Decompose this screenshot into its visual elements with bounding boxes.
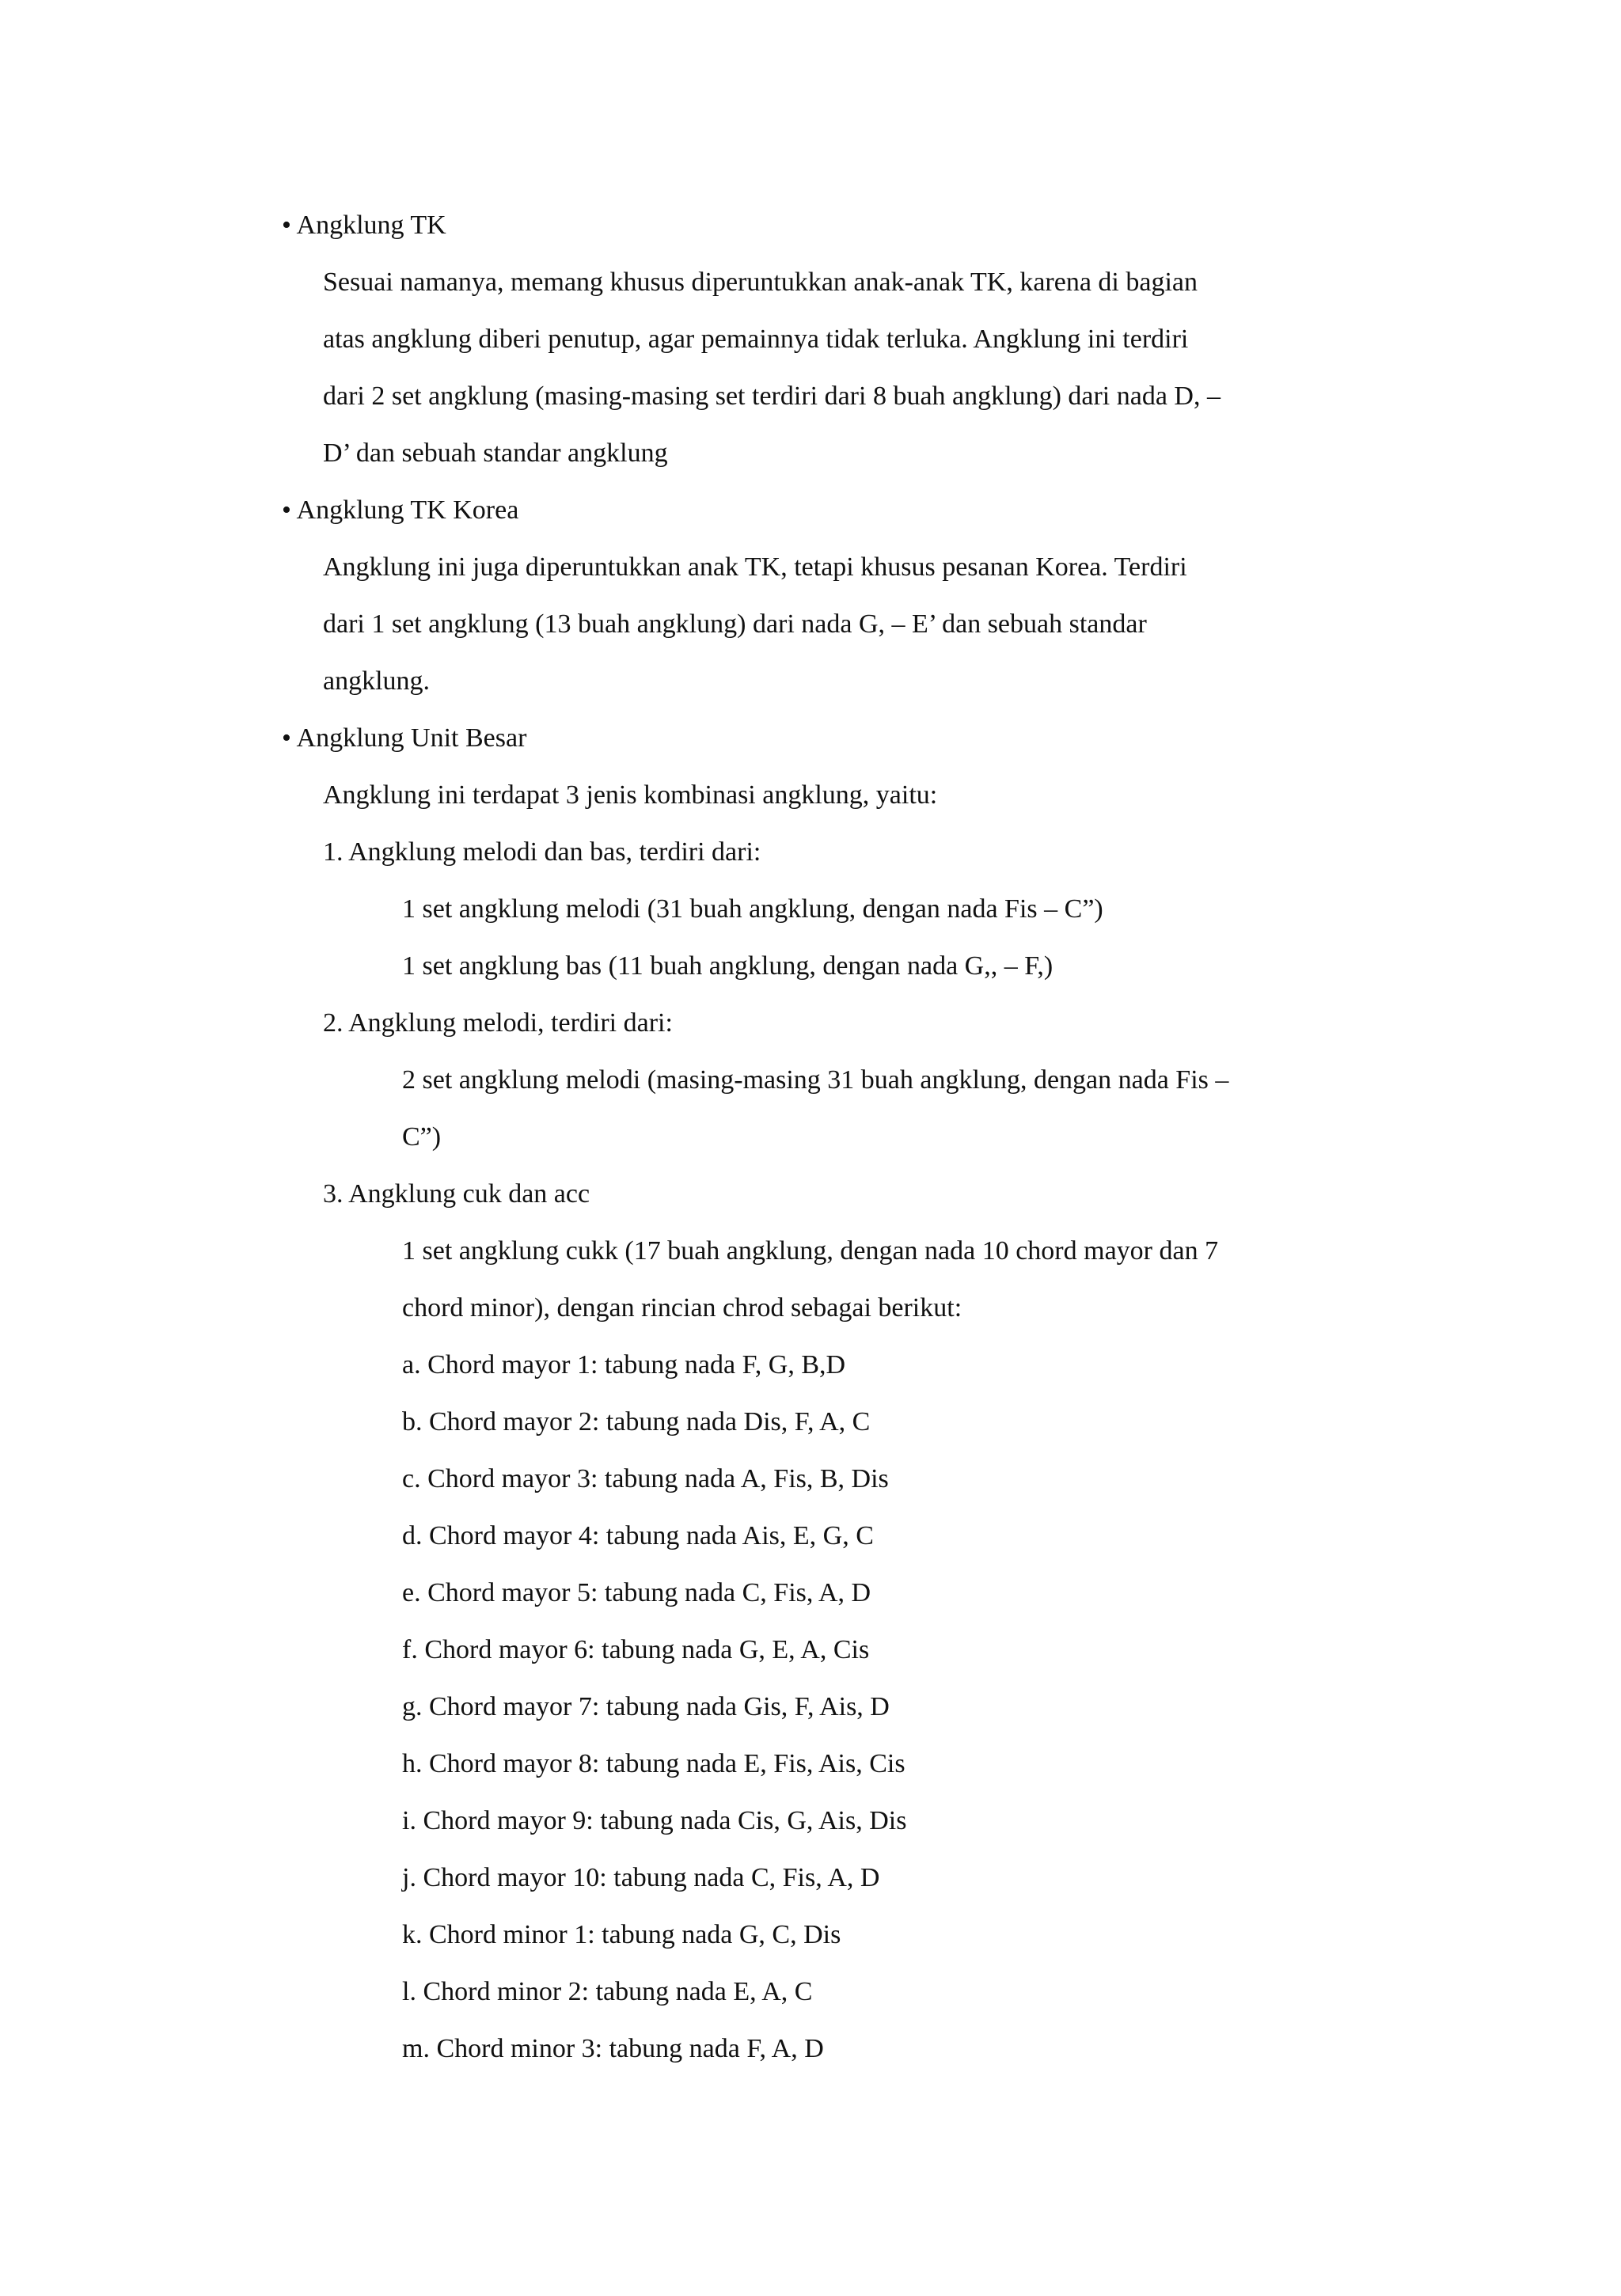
chord-list-item: d. Chord mayor 4: tabung nada Ais, E, G, C xyxy=(402,1521,874,1550)
chord-list-item: i. Chord mayor 9: tabung nada Cis, G, Ais, Dis xyxy=(402,1806,907,1835)
paragraph-line: Angklung ini juga diperuntukkan anak TK, tetapi khusus pesanan Korea. Terdiri xyxy=(323,552,1187,582)
numbered-item-heading: 3. Angklung cuk dan acc xyxy=(323,1179,590,1209)
paragraph-line: dari 1 set angklung (13 buah angklung) dari nada G, – E’ dan sebuah standar xyxy=(323,609,1147,639)
chord-list-item: l. Chord minor 2: tabung nada E, A, C xyxy=(402,1977,813,2006)
paragraph-line: atas angklung diberi penutup, agar pemainnya tidak terluka. Angklung ini terdiri xyxy=(323,324,1189,354)
paragraph-line: D’ dan sebuah standar angklung xyxy=(323,438,668,468)
list-line: C”) xyxy=(402,1122,442,1152)
list-line: 1 set angklung melodi (31 buah angklung, dengan nada Fis – C”) xyxy=(402,894,1103,924)
chord-list-item: b. Chord mayor 2: tabung nada Dis, F, A, C xyxy=(402,1407,871,1436)
paragraph-line: Sesuai namanya, memang khusus diperuntukkan anak-anak TK, karena di bagian xyxy=(323,268,1198,297)
bullet-heading-angklung-tk: • Angklung TK xyxy=(282,211,446,240)
numbered-item-heading: 1. Angklung melodi dan bas, terdiri dari: xyxy=(323,837,761,867)
bullet-heading-angklung-unit-besar: • Angklung Unit Besar xyxy=(282,723,527,753)
paragraph-line: dari 2 set angklung (masing-masing set terdiri dari 8 buah angklung) dari nada D, – xyxy=(323,381,1220,411)
list-line: 1 set angklung bas (11 buah angklung, dengan nada G,, – F,) xyxy=(402,951,1053,981)
chord-list-item: c. Chord mayor 3: tabung nada A, Fis, B, Dis xyxy=(402,1464,889,1493)
chord-list-item: m. Chord minor 3: tabung nada F, A, D xyxy=(402,2034,824,2063)
numbered-item-heading: 2. Angklung melodi, terdiri dari: xyxy=(323,1008,673,1038)
chord-list-item: g. Chord mayor 7: tabung nada Gis, F, Ais, D xyxy=(402,1692,890,1721)
chord-list-item: e. Chord mayor 5: tabung nada C, Fis, A, D xyxy=(402,1578,871,1607)
paragraph-line: Angklung ini terdapat 3 jenis kombinasi angklung, yaitu: xyxy=(323,780,938,810)
bullet-heading-angklung-tk-korea: • Angklung TK Korea xyxy=(282,495,519,525)
paragraph-line: angklung. xyxy=(323,666,431,696)
chord-list-item: j. Chord mayor 10: tabung nada C, Fis, A, D xyxy=(402,1863,880,1892)
chord-list-item: h. Chord mayor 8: tabung nada E, Fis, Ais, Cis xyxy=(402,1749,905,1778)
chord-list-item: a. Chord mayor 1: tabung nada F, G, B,D xyxy=(402,1350,846,1379)
list-line: 1 set angklung cukk (17 buah angklung, dengan nada 10 chord mayor dan 7 xyxy=(402,1236,1219,1266)
list-line: chord minor), dengan rincian chrod sebagai berikut: xyxy=(402,1293,962,1323)
chord-list-item: k. Chord minor 1: tabung nada G, C, Dis xyxy=(402,1920,841,1949)
chord-list-item: f. Chord mayor 6: tabung nada G, E, A, Cis xyxy=(402,1635,870,1664)
list-line: 2 set angklung melodi (masing-masing 31 buah angklung, dengan nada Fis – xyxy=(402,1065,1229,1095)
